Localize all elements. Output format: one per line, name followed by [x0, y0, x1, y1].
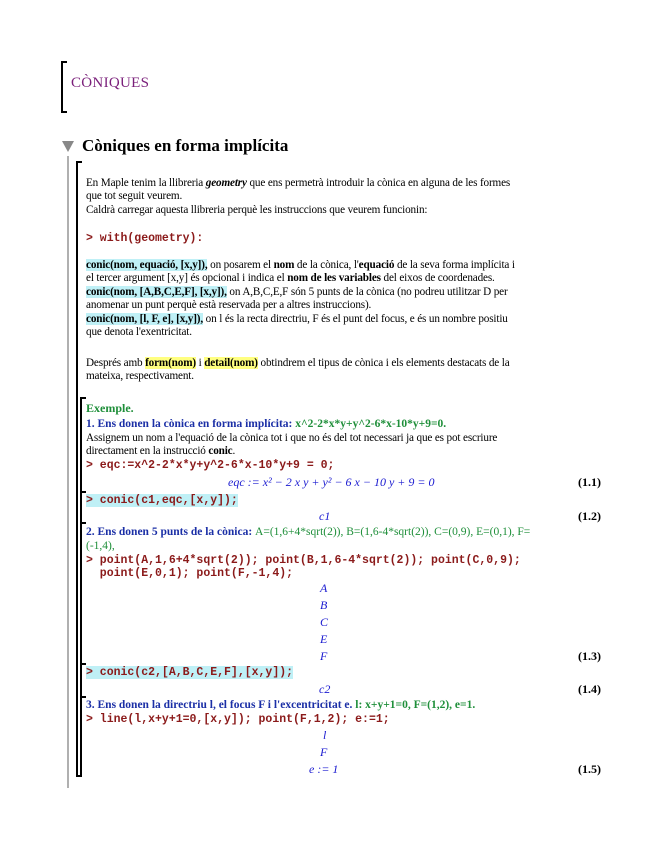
cmd-points-line1[interactable]: > point(A,1,6+4*sqrt(2)); point(B,1,6-4*sqrt(2)); point(C,0,9); [86, 554, 521, 567]
collapse-triangle-icon[interactable] [62, 141, 74, 152]
title-bracket [61, 62, 63, 112]
example-bracket [80, 397, 82, 776]
equation-number-1-4: (1.4) [578, 682, 601, 696]
section-bracket [76, 162, 78, 776]
example-2-title: 2. Ens donen 5 punts de la cònica: A=(1,6+4*sqrt(2)), B=(1,6-4*sqrt(2)), C=(0,9), E=(0,1), F= (-1,4), [86, 526, 531, 552]
cmd-points-line2[interactable]: point(E,0,1); point(F,-1,4); [86, 567, 294, 580]
example-1-title: 1. Ens donen la cònica en forma implícita: x^2-2*x*y+y^2-6*x-10*y+9=0. [86, 418, 447, 430]
output-F: F [320, 745, 328, 759]
section-heading: Còniques en forma implícita [82, 136, 289, 155]
equation-number-1-1: (1.1) [578, 475, 601, 489]
example-3-title: 3. Ens donen la directriu l, el focus F i l'excentricitat e. l: x+y+1=0, F=(1,2), e=1. [86, 699, 476, 711]
output-point-A: A [320, 581, 328, 595]
example-1-text: Assignem un nom a l'equació de la cònica tot i que no és del tot necessari ja que es pot escriure directament en la instrucció conic. [86, 432, 498, 458]
output-point-B: B [320, 598, 328, 612]
section-bracket-top [76, 161, 82, 163]
output-eqc: eqc := x² − 2 x y + y² − 6 x − 10 y + 9 = 0 [228, 475, 435, 489]
cmd-line-point-e[interactable]: > line(l,x+y+1=0,[x,y]); point(F,1,2); e:=1; [86, 713, 390, 726]
page-title: CÒNIQUES [71, 75, 150, 91]
output-c2: c2 [319, 682, 331, 696]
section-rule [67, 156, 69, 788]
output-c1: c1 [319, 509, 331, 523]
output-e: e := 1 [309, 762, 339, 776]
cmd-conic-c1[interactable]: > conic(c1,eqc,[x,y]); [86, 494, 238, 507]
output-point-E: E [320, 632, 328, 646]
output-point-F: F [320, 649, 328, 663]
equation-number-1-5: (1.5) [578, 762, 601, 776]
output-l: l [323, 728, 327, 742]
cmd-eqc[interactable]: > eqc:=x^2-2*x*y+y^2-6*x-10*y+9 = 0; [86, 459, 335, 472]
title-bracket-bottom [61, 111, 67, 113]
cmd-with-geometry[interactable]: > with(geometry): [86, 232, 204, 245]
conic-descriptions: conic(nom, equació, [x,y]), on posarem el nom de la cònica, l'equació de la seva forma implícita i el tercer argument [x,y] és opcional i indica el nom de les variables del eixos de coordenades. conic(nom, [A,B,C,E,F], [x,y]), on A,B,C,E,F són 5 punts de la cònica (no podreu utilitzar D per anomenar un punt perquè està reservada per a altres instruccions). conic(nom, [l, F, e], [x,y]), on l és la recta directriu, F és el punt del focus, e és un nombre positiu que denota l'exentricitat. [86, 259, 515, 339]
cmd-conic-c2[interactable]: > conic(c2,[A,B,C,E,F],[x,y]); [86, 666, 294, 679]
output-point-C: C [320, 615, 329, 629]
form-detail-paragraph: Després amb form(nom) i detail(nom) obtindrem el tipus de cònica i els elements destacats de la mateixa, respectivament. [86, 357, 510, 383]
title-bracket-top [61, 61, 67, 63]
intro-paragraph: En Maple tenim la llibreria geometry que ens permetrà introduir la cònica en alguna de les formes que tot seguit veurem. Caldrà carregar aquesta llibreria perquè les instruccions que veurem funcionin: [86, 177, 511, 216]
equation-number-1-3: (1.3) [578, 649, 601, 663]
example-label: Exemple. [86, 401, 134, 415]
equation-number-1-2: (1.2) [578, 509, 601, 523]
